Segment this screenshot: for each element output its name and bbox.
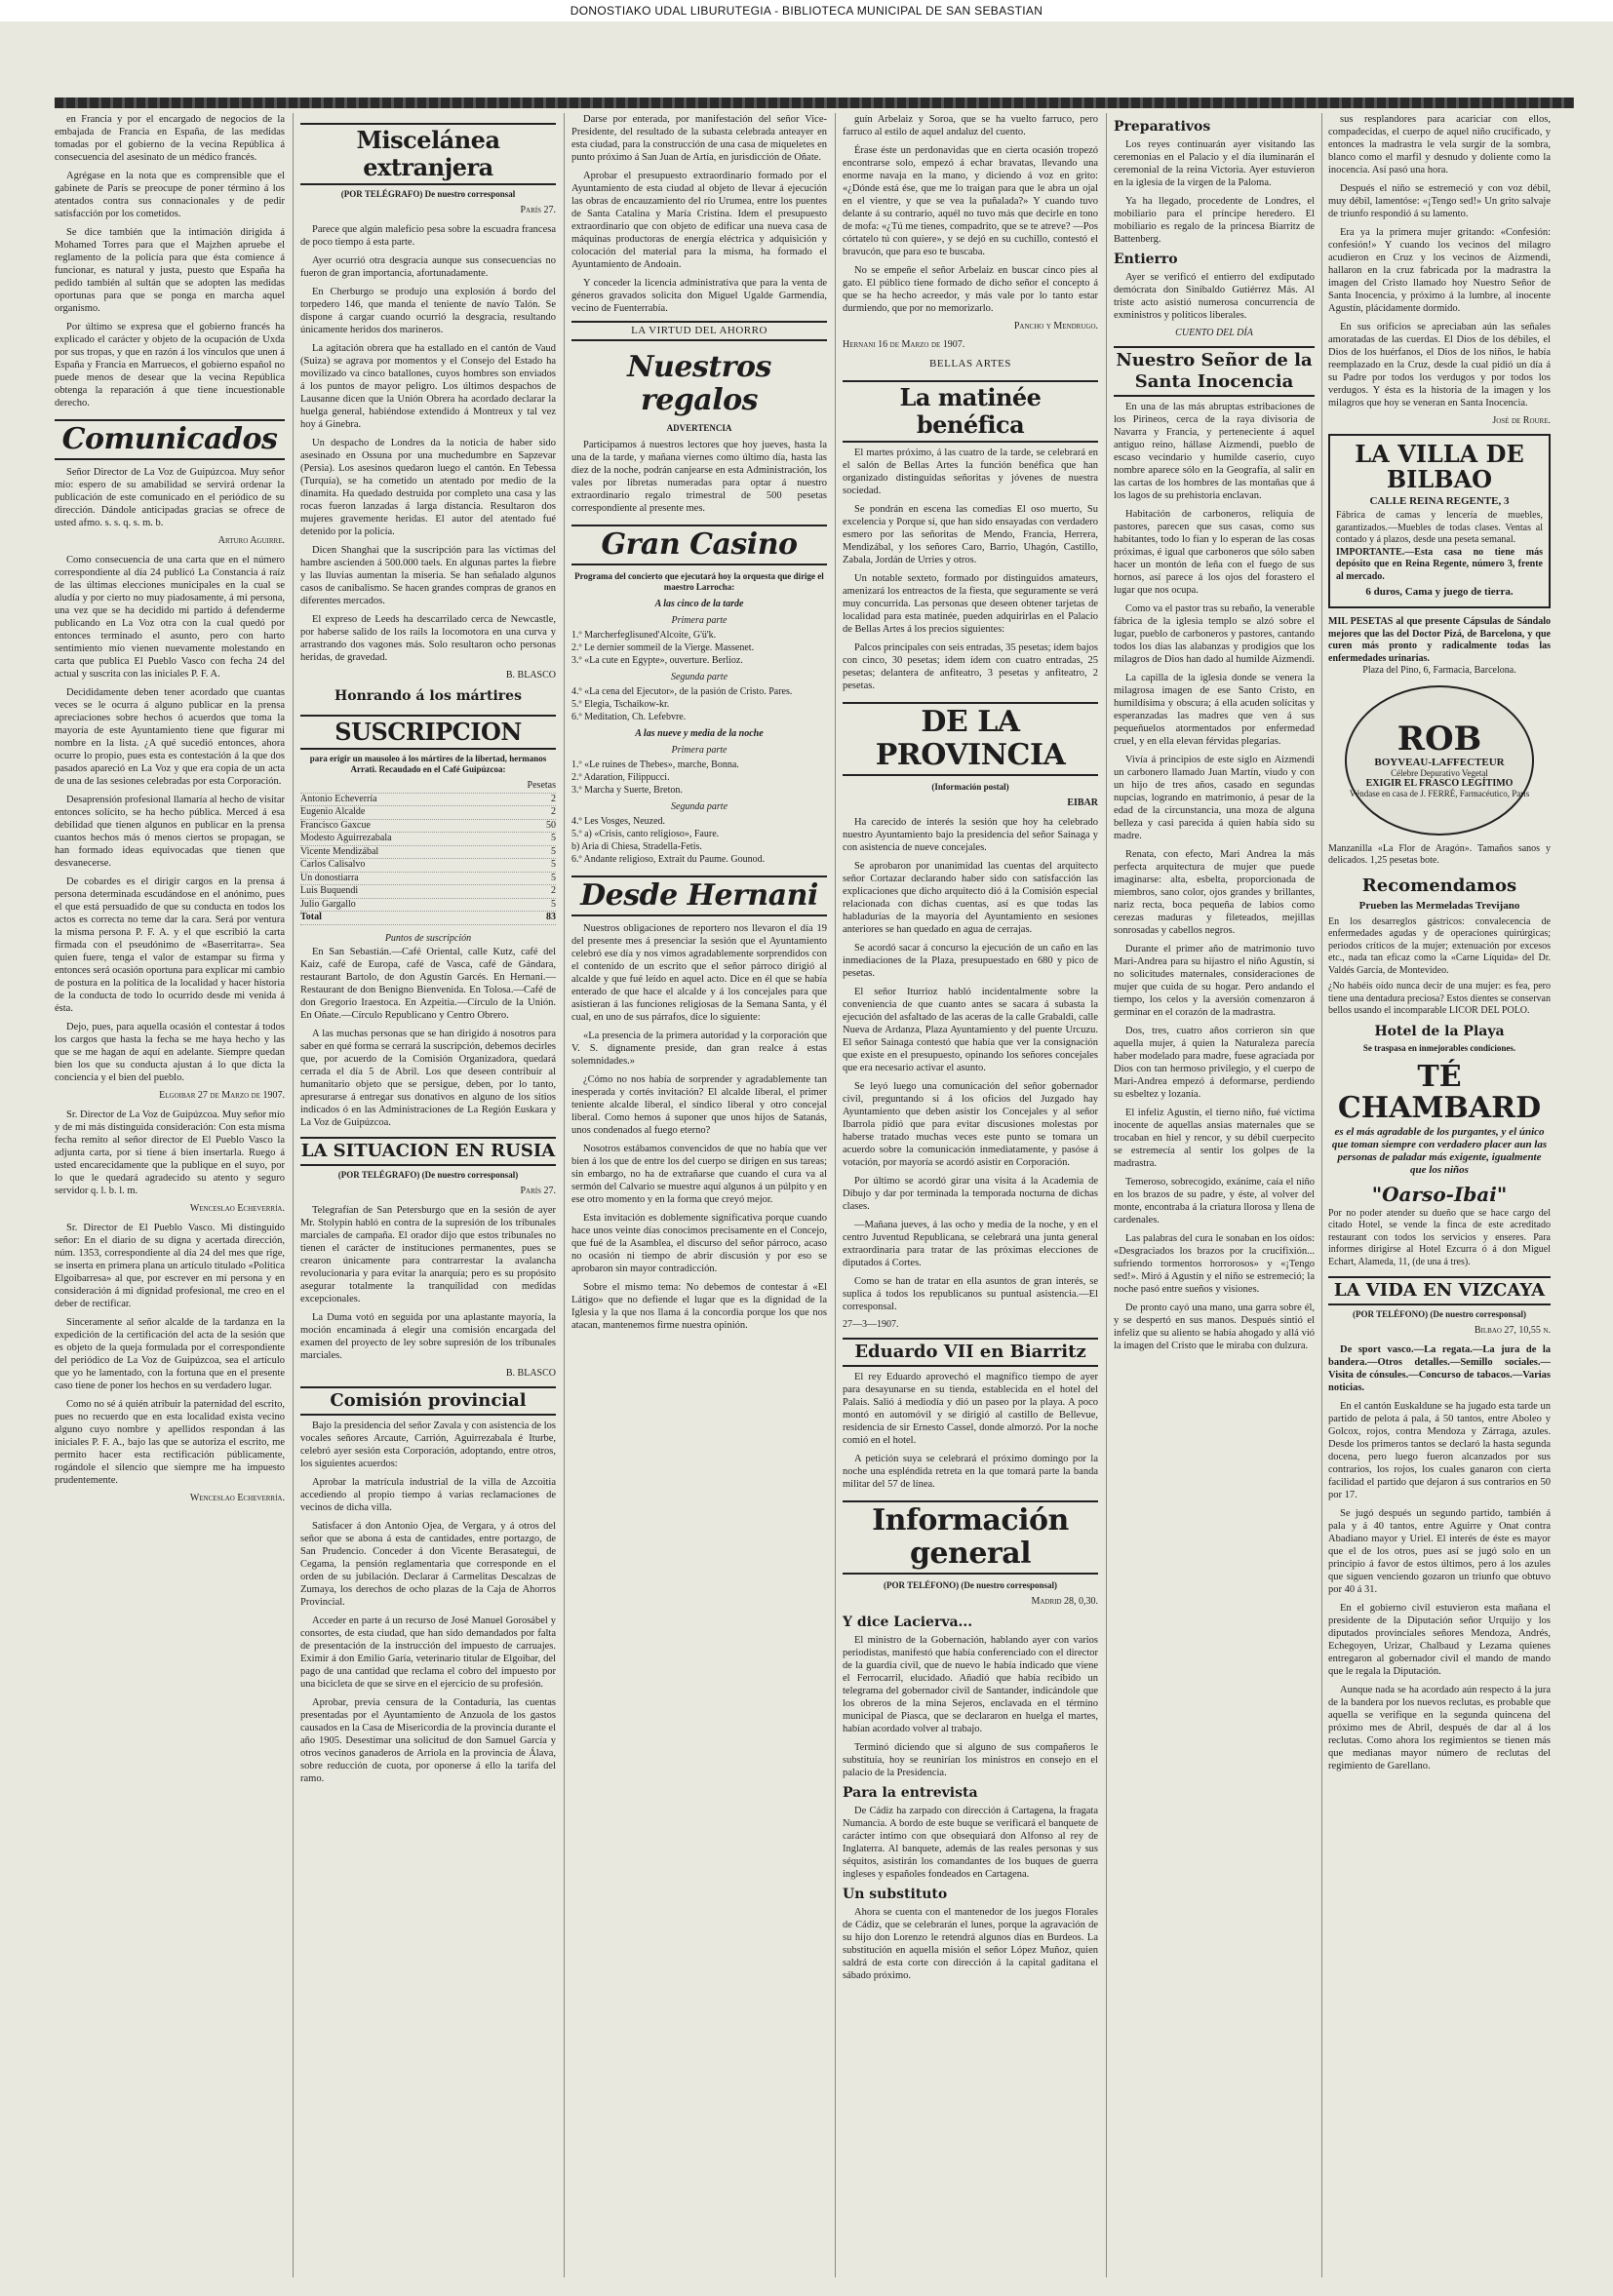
article-text: Después el niño se estremeció y con voz débil, muy débil, lamentóse: «¡Tengo sed!» Un grito salvaje de triunfo respondió á su lamento. [1328, 183, 1551, 219]
advert-title: LA VILLA DE BILBAO [1355, 440, 1524, 493]
donor-name: Luis Buquendi [300, 885, 359, 896]
section-heading-matinee: La matinée benéfica [843, 380, 1098, 443]
subsection-heading: Y dice Lacierva... [843, 1615, 973, 1630]
article-text: El infeliz Agustín, el tierno niño, fué víctima inocente de aquellas ansias maternales que se trocaban en hiel y rencor, y su débil cuerpecito se estremecía al sentir los golpes de la madrastra. [1114, 1108, 1315, 1169]
article-text: Como va el pastor tras su rebaño, la venerable fábrica de la iglesia templo se alzó sobre el lugar, pueblo de carboneros y pastores, cantando todos los días las alabanzas y prodigios que los milagros de Dios han dado al humilde Aizmendi. [1114, 603, 1315, 665]
table-row [300, 846, 556, 860]
column-3 [571, 113, 827, 2277]
subsection-heading: Para la entrevista [843, 1785, 978, 1801]
article-text: Darse por enterada, por manifestación del señor Vice-Presidente, del resultado de la subasta celebrada anteayer en esta ciudad, para la construcción de una casa de miqueletes en punto próximo á San Juan de Artía, en jurisdicción de Oñate. [571, 114, 827, 163]
table-row [300, 833, 556, 846]
article-text: Ya ha llegado, procedente de Londres, el mobiliario para el príncipe heredero. El mobiliario es regalo de la princesa Biarritz de Battenberg. [1114, 196, 1315, 245]
section-heading-cuento: Nuestro Señor de la Santa Inocencia [1114, 346, 1315, 397]
article-text: El expreso de Leeds ha descarrilado cerca de Newcastle, por haberse salido de los rails la locomotora en una curva y arrastrando dos vagones más. Solo resultaron ocho personas heridas, de gravedad. [300, 614, 556, 663]
article-text: Dicen Shanghai que la suscripción para las víctimas del hambre ascienden á 500.000 taels. En algunas partes la fiebre y las lluvias aumentan la miseria. Se han señalado algunos casos de canibalismo. Se hacen grandes compras de granos en diferentes mercados. [300, 545, 556, 606]
section-heading-rusia: LA SITUACION EN RUSIA [300, 1137, 556, 1166]
column-divider [293, 113, 294, 2277]
column-divider [1321, 113, 1322, 2277]
subsection-heading: Puntos de suscripción [384, 932, 472, 944]
letter-text: Decididamente deben tener acordado que cuantas veces se le ocurra á alguno publicar en la prensa apreciaciones sobre hechos ó acuerdos que toma la mayoría de este Ayuntamiento tiene que figurar mi nombre en la lista. ¿A qué sucedió entonces, ahora ocurre lo propio, pues esta es contestación á la que dos pasados apareció en La Voz y que era copia de un acta de una de las sesiones celebradas por esta Corporación. [55, 687, 285, 787]
subscription-table [300, 780, 556, 925]
advert-subtitle: CALLE REINA REGENTE, 3 [1369, 495, 1510, 507]
article-text: Érase éste un perdonavidas que en cierta ocasión tropezó encontrarse solo, empezó á echar bravatas, llevando una enorme navaja en la mano, y diciendo á voz en grito: «¿Dónde está ése, que me lo traigan para que le abra un ojal en el vientre, y que se vea la puñalada?» Y cuando tuvo delante á su contrario, aquél no tuvo más que decirle en tono de mofa: «¿Tú me tienes, compadrito, que se te atreve? —Pos córtatelo tú con quiere», y se dejó en su cuchillo, contestó el bravucón, que para eso te buscaba. [843, 145, 1098, 257]
article-text: Como se han de tratar en ella asuntos de gran interés, se suplica á todos los republicanos su puntual asistencia.—El corresponsal. [843, 1276, 1098, 1312]
article-text: Habitación de carboneros, reliquia de pastores, parecen que sus casas, como sus habitantes, todo lo fían y lo esperan de las cosas próximas, é igual que carboneros que sólo saben hacer un montón de leña con el fuego de sus hornos, así parece á los ojos del forastero el lugar que nos ocupa. [1114, 509, 1315, 596]
byline: (Información postal) [931, 782, 1009, 792]
advert-title: "Oarso-Ibai" [1371, 1182, 1508, 1206]
article-text: Ayer se verificó el entierro del exdiputado demócrata don Sinibaldo Gutiérrez Más. Al triste acto asistió numerosa concurrencia de exministros y políticos liberales. [1114, 272, 1315, 321]
donor-name: Un donostiarra [300, 872, 359, 883]
article-text: Bajo la presidencia del señor Zavala y con asistencia de los vocales señores Arcaute, Carrión, Aguirrezabala é Iturbe, celebró ayer sesión esta Corporación, adoptando, entre otros, los siguientes acuerdos: [300, 1420, 556, 1469]
advert-villa-bilbao [1328, 434, 1551, 608]
signature: Pancho y Mendrugo. [1013, 321, 1098, 331]
article-text: Era ya la primera mujer gritando: «Confesión: confesión!» Y cuando los vecinos del milagro acudieron en Cruz y los vecinos de Aizmendi, hallaron en la cruz fabricada por la madrastra la imagen del Cristo llamado hoy Nuestro Señor de Santa Inocencia, y próximo á la lumbre, al inocente Agustín, plácidamente dormido. [1328, 227, 1551, 314]
kicker: CUENTO DEL DÍA [1175, 328, 1253, 338]
donor-amount: 5 [551, 872, 556, 883]
program-item: 1.º «Le ruines de Thebes», marche, Bonna. [571, 759, 739, 770]
article-text: Aprobar, previa censura de la Contaduría, las cuentas presentadas por el Ayuntamiento de Anzuola de los gastos causados en la Casa de Misericordia de la provincia durante el año 1905. Desestimar una solicitud de don Samuel García y otros vecinos ganaderos de Arriola en la provincia de Álava, sobre reducción de cuota, por oponerse á ello la tarifa del ramo. [300, 1696, 556, 1784]
article-text: Agrégase en la nota que es comprensible que el gabinete de París se preocupe de poner término á los atentados contra sus connacionales y de pedir satisfacción por los cometidos. [55, 171, 285, 219]
article-text: «La presencia de la primera autoridad y la corporación que V. S. dignamente preside, dan gran realce á estas solemnidades.» [571, 1031, 827, 1067]
donor-amount: 2 [551, 885, 556, 896]
advert-text: MIL PESETAS al que presente Cápsulas de Sándalo mejores que las del Doctor Pizá, de Barcelona, y que curen más pronto y radicalmente todas las enfermedades urinarias. [1328, 616, 1551, 664]
donor-amount: 5 [551, 845, 556, 857]
program-item: 3.º Marcha y Suerte, Breton. [571, 785, 683, 796]
article-text: El rey Eduardo aprovechó el magnífico tiempo de ayer para desayunarse en su tienda, establecida en el hotel del Palais. Salió á mediodía y dió un paseo por la playa. A poco montó en automóvil y se dirigió al castillo de Bellevue, residencia de sir Ernesto Cassel, donde almorzó. Por la noche comió en el hotel. [843, 1372, 1098, 1446]
kicker: BELLAS ARTES [929, 358, 1011, 370]
dateline: Bilbao 27, 10,55 n. [1474, 1325, 1551, 1336]
article-text: De pronto cayó una mano, una garra sobre él, y se despertó en sus manos. Después sintió el infeliz que su aliento se había ahogado y allá vió la imagen del Cristo que le miraba con dulzura. [1114, 1303, 1315, 1351]
advert-text: Manzanilla «La Flor de Aragón». Tamaños sanos y delicados. 1,25 pesetas bote. [1328, 842, 1551, 866]
program-item: 2.º Le dernier sommeil de la Vierge. Massenet. [571, 642, 755, 653]
concert-program [571, 598, 827, 866]
article-text: sus resplandores para acariciar con ellos, compadecidas, el cuerpo de aquel niño crucificado, y entonces la madrastra le vela surgir de la sombra, blanco como el marfil y desnudo y doliente como la inocencia. Así pasó una hora. [1328, 114, 1551, 175]
rob-advert-logo [1345, 685, 1534, 836]
article-text: A petición suya se celebrará el próximo domingo por la noche una espléndida retreta en la que tomará parte la banda militar del 57 de línea. [843, 1454, 1098, 1490]
article-text: Un despacho de Londres da la noticia de haber sido asesinado en Ossuna por una muchedumbre en Sapzevar (Persia). Los asesinos quedaron luego el cantón. En Tebessa (Turquía), se ha cometido un atentado por medio de la dinamita. Ha quedado destruida por completo una casa y las rocas fueron lanzadas á larga distancia. Resultaron dos mujeres gravemente heridas. El autor del atentado fué detenido por la policía. [300, 438, 556, 537]
article-text: La Duma votó en seguida por una aplastante mayoría, la moción encaminada á elegir una comisión encargada del examen del proyecto de ley sobre supresión de los tribunales marciales. [300, 1311, 556, 1361]
advert-address: Plaza del Pino, 6, Farmacia, Barcelona. [1362, 665, 1516, 676]
donor-amount: 5 [551, 859, 556, 870]
article-text: El martes próximo, á las cuatro de la tarde, se celebrará en el salón de Bellas Artes la función benéfica que han organizado distinguidas señoritas y jóvenes de nuestra sociedad. [843, 448, 1098, 496]
program-item: 2.º Adaration, Filippucci. [571, 772, 670, 783]
signature: Wenceslao Echeverría. [189, 1493, 285, 1503]
advert-price: 6 duros, Cama y juego de tierra. [1365, 586, 1514, 598]
letter-text: Dejo, pues, para aquella ocasión el contestar á todos los cargos que hasta la fecha se me haya hecho y las que se me hagan de aquí en adelante. Siempre quedan bien los que su conducta ajustan á lo que dicta la conciencia y el bien del pueblo. [55, 1022, 285, 1083]
section-heading-regalos: Nuestros regalos [627, 350, 771, 417]
program-item: 1.º Marcherfeglisuned'Alcoite, G'ü'k. [571, 630, 717, 641]
article-text: Se aprobaron por unanimidad las cuentas del arquitecto señor Cortazar declarando haber sido con satisfacción las explicaciones que dicho arquitecto dió á la Comisión especial relacionada con dichas cuentas, así es que todas las habladurías de la mayoría del Ayuntamiento en sesiones anteriores se han quedado en agua de cerrajas. [843, 861, 1098, 935]
article-text: Palcos principales con seis entradas, 35 pesetas; idem bajos con cinco, 30 pesetas; idem ídem con cuatro entradas, 25 pesetas; delantera de anfiteatro, 3 pesetas y anfiteatro, 2 pesetas. [843, 642, 1098, 691]
article-text: Nosotros estábamos convencidos de que no había que ver bien á los que de entre los del cuerpo se dirigen en sus tareas; sin embargo, no ha de extrañarse que cuando el cura va al sermón del Calvario se muestre aquí algunos á un púlpito y en ese otro momento y en la forma que creyó mejor. [571, 1144, 827, 1205]
letter-text: Sinceramente al señor alcalde de la tardanza en la expedición de la certificación del acta de la sesión que es objeto de la queja formulada por el correspondiente del periódico de La Voz de Guipúzcoa, sea el artículo que yo he lamentado, con la fortuna que en el presente caso tiene de poner los hechos en su verdadero lugar. [55, 1317, 285, 1391]
donor-amount: 5 [551, 898, 556, 910]
advert-title: Recomendamos [1361, 875, 1517, 896]
advert-subtitle: Se traspasa en inmejorables condiciones. [1362, 1042, 1516, 1053]
article-text: La capilla de la iglesia donde se venera la milagrosa imagen de ese Santo Cristo, en humildísima y obscura; á ella acuden solícitas y esperanzadas las madres que ven á sus pequeñuelos atormentados por enfermedad cruel, y en ella elevan férvidas plegarias. [1114, 673, 1315, 747]
program-part: Primera parte [671, 745, 728, 756]
byline: (POR TELÉGRAFO) (De nuestro corresponsal) [337, 1169, 519, 1180]
letter-text: Sr. Director de El Pueblo Vasco. Mi distinguido señor: En el diario de su digna y acertada dirección, núm. 1353, correspondiente al día 24 del mes que rige, se inserta en primera plana un artículo titulado «Política Elgoibarresa» al que, por escrever en mí persona y en consideración á mi dignidad profesional, me creo en el deber de rectificar. [55, 1223, 285, 1309]
program-item: b) Aria di Chiesa, Stradella-Fetis. [571, 841, 702, 852]
section-heading-eduardo: Eduardo VII en Biarritz [843, 1338, 1098, 1367]
advert-title: TÉ CHAMBARD [1337, 1059, 1542, 1125]
table-row [300, 794, 556, 807]
advert-subtitle: BOYVEAU-LAFFECTEUR [1374, 757, 1505, 768]
article-text: En sus orificios se apreciaban aún las señales amoratadas de las cuerdas. El Dios de los débiles, el Dios de los huérfanos, el Dios de los niños, le había reemplazado en la Cruz, desde la cual pidió un día á su Padre por todos los verdugos y por todos los verdugos. Y ésta es la historia de la imagen y los milagros que hoy se veneran en Santa Inocencia. [1328, 322, 1551, 409]
article-text: Vivía á principios de este siglo en Aizmendi un carbonero llamado Juan Martín, viudo y con un hijo de tres años, casado en segundas nupcias, logrando en matrimonio, á pesar de la edad de la circunstancia, una moza de alguna belleza y casi parecida á quien había sido su madre. [1114, 755, 1315, 841]
article-text: Se jugó después un segundo partido, también á pala y á 40 tantos, entre Aguirre y Onat contra Abadiano mayor y Uriel. El interés de éste es mayor que el de los otros, pues así se jugó solo en un principio á favor de estos últimos, pero á los azules que siguen venciendo gozaron un triunfo que obtuvo por 40 á 31. [1328, 1508, 1551, 1595]
signature: Wenceslao Echeverría. [189, 1203, 285, 1214]
program-intro: Programa del concierto que ejecutará hoy la orquesta que dirige el maestro Larrocha: [574, 571, 824, 592]
program-part: Segunda parte [670, 801, 728, 812]
article-text: Esta invitación es doblemente significativa porque cuando hace unos veinte días conocimos precisamente en el Concejo, que fué de la Asamblea, el discurso del señor párroco, acaso no ocasión ni tiempo de abrir discusión y por eso se aprobaron sin mayor contradicción. [571, 1213, 827, 1274]
article-text: Renata, con efecto, Mari Andrea la más perfecta arquitectura de mujer que puede imaginarse: alta, esbelta, proporcionada de miembros, sano color, ojos grandes y brillantes, nariz recta, boca pequeña de labios como cerezas maduras y fileteados, mejillas sonrosadas y cabellos negros. [1114, 849, 1315, 936]
article-text: Aunque nada se ha acordado aún respecto á la jura de la bandera por los nuevos reclutas, es probable que aquella se verifique en la segunda quincena del próximo mes de Abril, después de dar al á los reclutas. Como ahora los regimientos se tienen más que medianas mayor número de reclutas del regimiento de Garellano. [1328, 1685, 1551, 1771]
advert-text: Célebre Depurativo Vegetal [1391, 768, 1488, 778]
letter-text: Señor Director de La Voz de Guipúzcoa. Muy señor mío: espero de su amabilidad se servirá ordenar la publicación de este comunicado en el periódico de su dirección. Dándole anticipadas gracias se ofrece de usted afmo. s. s. q. s. m. b. [55, 467, 285, 528]
advert-text: Fábrica de camas y lencería de muebles, garantizados.—Muebles de todas clases. Ventas al contado y á plazos, desde una peseta semanal. [1336, 510, 1543, 545]
article-text: Las palabras del cura le sonaban en los oídos: «Desgraciados los brazos por la crucifixión... sufriendo tormentos horrorosos» y «¡Tengo sed!». Miró á Agustín y el niño se estremeció; la noche pasó entre sueños y visiones. [1114, 1233, 1315, 1295]
article-text: Durante el primer año de matrimonio tuvo Mari-Andrea para su hijastro el niño Agustín, si no solicitudes maternales, consideraciones de mujer que cuida de su hogar. Pero andando el tiempo, los celos y la aversión comenzaron á germinar en el corazón de la madrastra. [1114, 944, 1315, 1018]
advert-text: Véndase en casa de J. FERRÉ, Farmacéutico, París [1349, 789, 1530, 798]
column-header-pesetas: Pesetas [527, 780, 556, 791]
program-time: A las cinco de la tarde [654, 599, 744, 609]
advert-claim: EXIGIR EL FRASCO LEGÍTIMO [1365, 778, 1514, 789]
program-part: Segunda parte [670, 672, 728, 682]
table-row [300, 806, 556, 820]
article-text: Terminó diciendo que si alguno de sus compañeros le substituía, hoy se reunirían los ministros en consejo en el palacio de la Presidencia. [843, 1742, 1098, 1778]
article-text: Ayer ocurrió otra desgracia aunque sus consecuencias no fueron de gran importancia, afortunadamente. [300, 255, 556, 279]
column-divider [564, 113, 565, 2277]
column-1 [55, 113, 285, 2277]
section-heading-miscelanea: Miscelánea extranjera [300, 123, 556, 185]
article-text: El ministro de la Gobernación, hablando ayer con varios periodistas, manifestó que había conferenciado con el director de la guardia civil, que de nuevo le había indicado que viene el Ferrocarril, elucidado. Añadió que había recibido un telegrama del gobernador civil de Santander, indicándole que los obreros de la mina Sejeros, enclavada en el término municipal de Piasca, que se declararon en huelga el martes, habían acordado volver al trabajo. [843, 1635, 1098, 1734]
total-label: Total [300, 912, 322, 922]
program-item: 3.º «La cute en Egypte», ouverture. Berlioz. [571, 655, 743, 666]
subsection-heading: Preparativos [1114, 119, 1211, 135]
article-text: El señor Iturrioz habló incidentalmente sobre la conveniencia de que cuanto antes se sacara á subasta la ejecución del asfaltado de las aceras de la calle Grabaldi, calle Nueva de Ardanza, Plaza Ayuntamiento y del puente Urcuzu. El señor Sainaga contestó que había que ver la consignación que existe en el presupuesto, opinando los señores concejales que era necesario activar el asunto. [843, 987, 1098, 1073]
table-header [300, 780, 556, 794]
column-4 [843, 113, 1098, 2277]
letter-text: Desaprensión profesional llamaría al hecho de visitar entonces solícito, se ha hecho pública. Merced á esa debilidad que tienen algunos en publicar en la prensa cuantos hechos más ó menos ciertos se propagan, se han formado ideas equivocadas que tienen que desvanecerse. [55, 795, 285, 869]
column-divider [1106, 113, 1107, 2277]
advert-title: ROB [1397, 720, 1482, 759]
kicker: LA VIRTUD DEL AHORRO [571, 321, 827, 341]
subsection-heading: Entierro [1114, 252, 1178, 267]
donor-name: Francisco Gaxcue [300, 819, 371, 831]
program-item: 5.º Elegia, Tschaikow-kr. [571, 699, 670, 710]
byline: (POR TELÉFONO) (De nuestro corresponsal) [1353, 1309, 1526, 1319]
column-5 [1114, 113, 1315, 2277]
dateline: 27—3—1907. [843, 1319, 899, 1330]
article-text: —Mañana jueves, á las ocho y media de la noche, y en el centro Juventud Republicana, se celebrará una junta general extraordinaria para tratar de las próximas elecciones de diputados á Cortes. [843, 1220, 1098, 1268]
signature: B. BLASCO [505, 1367, 556, 1379]
program-item: 4.º «La cena del Ejecutor», de la pasión de Cristo. Pares. [571, 686, 793, 697]
article-text: Un notable sexteto, formado por distinguidos amateurs, amenizará los entreactos de la fiesta, que seguramente se verá muy concurrida. Las personas que deseen obtener tarjetas de localidad para esta matinée, pueden adquirirlas en el Palacio de Bellas Artes á los precios siguientes: [843, 573, 1098, 635]
advert-text: En los desarreglos gástricos: convalecencia de enfermedades agudas y de operaciones quirúrgicas; periodos críticos de la mujer; extenuación por excesos etc., nada tan eficaz como la «Carne Líquida» del Dr. Valdés García, de Montevideo. [1328, 915, 1551, 976]
article-text: En San Sebastián.—Café Oriental, calle Kutz, café del Kaiz, café de Europa, café de Vasca, café de Gándara, restaurant Bartolo, de don Agustín Garcés. En Hernani.—Restaurant de don Benigno Bienvenida. En Tolosa.—Café de don Gregorio Iraestoca. En Azpeitia.—Círculo de la Unión. En Oñate.—Círculo Republicano y Centro Obrero. [300, 946, 556, 1021]
article-text: Y conceder la licencia administrativa que para la venta de géneros gravados solicita don Miguel Ugalde Garmendia, vecino de Fuenterrabía. [571, 278, 827, 314]
article-text: Telegrafían de San Petersburgo que en la sesión de ayer Mr. Stolypin habló en contra de la supresión de los tribunales marciales de campaña. El orador dijo que estos tribunales no tienen el carácter de instituciones permanentes, pues se crearon únicamente para contrarrestar la avalancha revolucionaria y para evitar la anarquía; pero es su propósito asegurar totalmente la tranquilidad con medidas excepcionales. [300, 1204, 556, 1304]
donor-name: Eugenio Alcalde [300, 806, 366, 817]
article-text: Satisfacer á don Antonio Ojea, de Vergara, y á otros del señor que se abona á esta de cantidades, entre portazgo, de San Prudencio. Conceder á don Vicente Berasategui, de Cegama, la pensión reglamentaria que corresponde en el orden de su jubilación. Declarar á Carmelitas Descalzas de Zumaya, los derechos de ocho plazas de la Caja de Ahorros Provincial. [300, 1520, 556, 1608]
article-text: Por último se expresa que el gobierno francés ha explicado el carácter y objeto de la ocupación de Uxda por sus tropas, y que en razón á los vínculos que unen á España y Francia en Marruecos, el gobierno español no puede menos de desear que la vecina República obtenga la reparación á que tiene incuestionable derecho. [55, 322, 285, 409]
article-text: A las muchas personas que se han dirigido á nosotros para saber en qué forma se cerrará la suscripción, debemos decirles que, por acuerdo de la Comisión Organizadora, quedará cerrada el día 5 de Abril. Los que deseen contribuir al humanitario objeto que se persigue, deben, por lo tanto, apresurarse á entregar sus donativos en alguno de los sitios indicados ó en las Administraciones de La Región Euskara y La Voz de Guipúzcoa. [300, 1028, 556, 1128]
article-text: Los reyes continuarán ayer visitando las ceremonias en el Palacio y el día iluminarán el ceremonial de la reina Victoria. Ayer estuvieron en la iglesia de la virgen de la Paloma. [1114, 139, 1315, 188]
program-item: 6.º Andante religioso, Extrait du Paume. Gounod. [571, 854, 766, 865]
total-amount: 83 [546, 912, 556, 922]
article-text: Dos, tres, cuatro años corrieron sin que aquella mujer, á quien la Naturaleza parecía haber modelado para madre, fuese agraciada por Dios con tan hermoso privilegio, y el cuerpo de Mari-Andrea empezó á deformarse, perdiendo su esbeltez y lozanía. [1114, 1026, 1315, 1100]
section-heading-vizcaya: LA VIDA EN VIZCAYA [1328, 1276, 1551, 1305]
section-heading-informacion: Información general [843, 1500, 1098, 1575]
section-heading-comision: Comisión provincial [300, 1386, 556, 1416]
article-text: Se dice también que la intimación dirigida á Mohamed Torres para que el Majzhen apruebe el reglamento de la policía para que ésta comience á funcionar, es natural y justa, puesto que España ha pedido también al sultán que se adopten las medidas oportunas para que se ponga en marcha aquel organismo. [55, 227, 285, 314]
article-text: La agitación obrera que ha estallado en el cantón de Vaud (Suiza) se agrava por momentos y el Consejo del Estado ha movilizado va cinco batallones, cuyos hombres son enviados á los puntos de mayor peligro. Los últimos despachos de Lausanne dicen que la Unión Obrera ha acordado declarar la huelga general, habiéndose extendido á Montreux y tal vez hoy á Ginebra. [300, 343, 556, 430]
article-text: Sobre el mismo tema: No debemos de contestar á «El Látigo» que no defiende el lugar que es la dignidad de la Iglesia y la que nos llama á la concordia porque los que nos atacan, mantenemos firme nuestra opinión. [571, 1282, 827, 1331]
signature: B. BLASCO [505, 670, 556, 681]
advert-text: IMPORTANTE.—Esta casa no tiene más depósito que en Reina Regente, número 3, frente al mercado. [1336, 546, 1543, 582]
donor-amount: 2 [551, 806, 556, 817]
byline: (POR TELÉGRAFO) De nuestro corresponsal [340, 189, 516, 199]
article-text: Temeroso, sobrecogido, exánime, caía el niño en los brazos de su padre, y éste, al volver del monte, encontraba á la criatura llorosa y llena de cardenales. [1114, 1177, 1315, 1226]
article-text: Nuestros obligaciones de reportero nos llevaron el día 19 del presente mes á presenciar la sesión que el Ayuntamiento celebró ese día y nos vimos agradablemente sorprendidos con el contenido de un escrito que el señor párroco dirigió al alcalde y que fué leído en aquel acto. Dice en él que se había enterado de que hace el alcalde y á los concejales para que asistieran á las funciones religiosas de la Semana Santa, y él cual, en uno de sus párrafos, dice lo siguiente: [571, 923, 827, 1023]
letter-text: Como no sé á quién atribuir la paternidad del escrito, pues no recuerdo que en esta localidad exista vecino alguno cuyo nombre y apellidos respondan á las iniciales P. F. A., bajo las que se autoriza el escrito, me permito hacer esta rectificación públicamente, rogándole el silencio que siempre me ha impuesto prudentemente. [55, 1399, 285, 1486]
article-text: De Cádiz ha zarpado con dirección á Cartagena, la fragata Numancia. A bordo de este buque se verificará el banquete de carácter intimo con que obsequiará don Alfonso al rey de Inglaterra. Al banquete, además de las reales personas y sus séquitos, asistirán los comandantes de los buques de guerra ingleses y españoles fondeados en Cartagena. [843, 1806, 1098, 1880]
section-heading-casino: Gran Casino [571, 525, 827, 565]
dateline: París 27. [520, 205, 556, 215]
donor-name: Carlos Calisalvo [300, 859, 366, 870]
article-text: No se empeñe el señor Arbelaiz en buscar cinco pies al gato. El público tiene formado de dicho señor el concepto á que se ha hecho acreedor, y más vale por lo tanto estar durmiendo, que por no memorizarlo. [843, 265, 1098, 314]
article-text: Parece que algún maleficio pesa sobre la escuadra francesa de poco tiempo á esta parte. [300, 224, 556, 248]
donor-name: Vicente Mendizábal [300, 845, 379, 857]
article-text: Por último se acordó girar una visita á la Academia de Dibujo y dar por terminada la temporada nocturna de dichas clases. [843, 1176, 1098, 1212]
advert-slogan: es el más agradable de los purgantes, y el único que toman siempre con verdadero placer aun las personas de paladar más exigente, igualmente que los niños [1331, 1125, 1548, 1176]
article-text: Ahora se cuenta con el mantenedor de los juegos Florales de Cádiz, que se celebrarán el lunes, porque la agravación de su hijo don Lorenzo le retendrá algunos días en Burdeos. La substitución en aquella misión el señor López Muñoz, quien saldrá de esta corte con dirección á la capital gaditana el sábado próximo. [843, 1907, 1098, 1981]
table-row [300, 873, 556, 886]
article-text: En el gobierno civil estuvieron esta mañana el presidente de la Diputación señor Urquijo y los diputados provinciales señores Mendoza, Andrés, Echegoyen, Urizar, Chalbaud y Lezama quienes entregaron al gobernador civil el mando de mando que le regala la Diputación. [1328, 1603, 1551, 1677]
section-heading-provincia: DE LA PROVINCIA [843, 702, 1098, 776]
table-row [300, 899, 556, 913]
donor-name: Julio Gargallo [300, 898, 356, 910]
signature: Arturo Aguirre. [217, 535, 285, 546]
byline: (POR TELÉFONO) (De nuestro corresponsal) [884, 1580, 1057, 1590]
advert-subtitle: Prueben las Mermeladas Trevijano [1358, 899, 1520, 912]
letter-text: Sr. Director de La Voz de Guipúzcoa. Muy señor mío y de mi más distinguida consideración: Con esta misma fecha remito al señor director de El Pueblo Vasco la adjunta carta, por si tiene á bien insertarla. Ruego á usted encarecidamente que la publique en el suyo, por lo que le quedará agradecido su atento y seguro servidor q. l. b. l. m. [55, 1109, 285, 1196]
table-row [300, 859, 556, 873]
subheading: ADVERTENCIA [666, 423, 732, 433]
donor-amount: 50 [546, 819, 556, 831]
article-text: En Cherburgo se produjo una explosión á bordo del torpedero 146, que manda el teniente de navío Talón. Se dispone á cargar cuando ocurrió la desgracia, resultando únicamente heridos dos marineros. [300, 287, 556, 335]
article-text: Se leyó luego una comunicación del señor gobernador civil, preguntando si á los oficios del Juzgado hay Ayuntamiento que deben asistir los Concejales y al señor Ibarrola pidió que para evitar discusiones molestas por haberse tratado muchas veces este punto se tomara un acuerdo sobre la comunicación inmediatamente, y pasóse á votación, por mayoría se acordó asistir en Corporación. [843, 1081, 1098, 1168]
donor-amount: 2 [551, 793, 556, 804]
article-text: En el cantón Euskaldune se ha jugado esta tarde un partido de pelota á pala, á 50 tantos, entre Aboleo y Golcox, rojos, contra Mendoza y Zárraga, azules. Desde los primeros tantos se declaró la hasta segunda docena, pero luego fueron alcanzados por sus contrarios, los rojos, los cuales ganaron con cierta facilidad el partido que dejaron á sus contrarios en 50 por 17. [1328, 1401, 1551, 1500]
letter-text: De cobardes es el dirigir cargos en la prensa á persona determinada escudándose en el anónimo, pues el que está persuadido de que su conducta en todos los actos es correcta no teme dar la cara. Será por ventura la misma persona P. F. A. y el que escribió la carta firmada con el pseudónimo de «Baserritarra». Sea quien fuere, tenga el valor de estampar su firma y entonces será ocasión oportuna para explicar mi cambio de postura en la política de la localidad y hacer historia de la conducta de todo lo ocurrido desde mi venida á ésta. [55, 876, 285, 1014]
section-heading-suscripcion: SUSCRIPCION [300, 715, 556, 750]
advert-text: ¿No habéis oído nunca decir de una mujer: es fea, pero tiene una dentadura preciosa? Estos dientes se conservan bellos usando el incomparable LICOR DEL POLO. [1328, 981, 1551, 1016]
article-text: en Francia y por el encargado de negocios de la embajada de Francia en España, de las medidas tomadas por el gobierno de la vecina República á consecuencia del asesinato de un médico francés. [55, 114, 285, 163]
donor-name: Modesto Aguirrezabala [300, 833, 392, 843]
table-total [300, 912, 556, 925]
donor-name: Antonio Echeverría [300, 793, 377, 804]
top-rule [55, 97, 1574, 108]
article-text: Se pondrán en escena las comedias El oso muerto, Su excelencia y Porque sí, que han sido ensayadas con verdadero esmero por las señoritas de Mendo, Francia, Herrera, Mendizábal, y los señores Caro, Barrio, Uhagón, Castillo, Zabala, Jordán de Urries y otros. [843, 504, 1098, 565]
letter-text: Como consecuencia de una carta que en el número correspondiente al día 24 publicó La Constancia á raíz de las últimas elecciones municipales en la cual se aludía y por cierto no muy piadosamente, á mi persona, una vez que se ha decidido mi partido á defenderme publicando en La Voz otra con la cual quedó por entonces terminado el asunto, pero con harto sentimiento mío vienen nuevamente molestando en carta que publica El Pueblo Vasco con fecha 24 del actual y suscrita con las iniciales P. F. A. [55, 555, 285, 680]
program-item: 6.º Meditation, Ch. Lefebvre. [571, 712, 687, 722]
dateline: París 27. [520, 1185, 556, 1196]
column-2 [300, 113, 556, 2277]
program-item: 5.º a) «Crisis, canto religioso», Faure. [571, 829, 720, 839]
signature: José de Roure. [1492, 415, 1551, 426]
donor-amount: 5 [551, 833, 556, 843]
dateline: Madrid 28, 0,30. [1031, 1596, 1098, 1607]
section-heading-hernani: Desde Hernani [571, 876, 827, 916]
program-time: A las nueve y media de la noche [635, 728, 764, 739]
article-text: Se acordó sacar á concurso la ejecución de un caño en las inmediaciones de la Plaza, presupuestado en 680 y pico de pesetas. [843, 943, 1098, 979]
column-divider [835, 113, 836, 2277]
advert-text: Por no poder atender su dueño que se hace cargo del citado Hotel, se vende la finca de este acreditado restaurant con todos los servicios y enseres. Para informes dirigirse al Hotel Ezcurra ó á don Miguel Echart, Alameda, 11, (de una á tres). [1328, 1207, 1551, 1267]
dateline: Hernani 16 de Marzo de 1907. [843, 339, 965, 350]
article-summary: De sport vasco.—La regata.—La jura de la bandera.—Otros detalles.—Semillo sociales.—Visita de cónsules.—Concurso de tabacos.—Varias noticias. [1328, 1344, 1551, 1393]
advert-title: Hotel de la Playa [1374, 1023, 1505, 1039]
dateline: Elgoibar 27 de Marzo de 1907. [159, 1090, 285, 1101]
article-text: Aprobar el presupuesto extraordinario formado por el Ayuntamiento de esta ciudad al objeto de llevar á ejecución las obras de encauzamiento del río Urumea, entre los puentes de Santa Catalina y María Cristina. Idem el presupuesto extraordinario que con objeto de edificar una nueva casa de máquinas productoras de energía eléctrica y adquisición y colocación del material para la misma, ha formado el Ayuntamiento de Andoain. [571, 171, 827, 270]
article-text: Participamos á nuestros lectores que hoy jueves, hasta la una de la tarde, y mañana viernes como último día, hasta las diez de la noche, podrán canjearse en esta Administración, los vales por libretas numeradas para optar á nuestro extraordinario regalo trimestral de 500 pesetas correspondiente al presente mes. [571, 440, 827, 514]
program-item: 4.º Les Vosges, Neuzed. [571, 816, 666, 827]
subscription-note: para erigir un mausoleo á los mártires de la libertad, hermanos Arrati. Recaudado en el Café Guipúzcoa: [309, 754, 547, 774]
article-text: En una de las más abruptas estribaciones de los Pirineos, cerca de la raya divisoria de Navarra y Francia, y perteneciente á aquel antiguo reino, hállase Aizmendi, pueblo de escaso vecindario y humilde caserío, cuyo nombre aparece sólo en la Geografía, al salir en las cartas de los hombres de las montañas que á los lagos de su prehistoria enclavan. [1114, 402, 1315, 501]
column-6 [1328, 113, 1551, 2277]
section-heading-comunicados: Comunicados [55, 419, 285, 460]
article-text: Acceder en parte á un recurso de José Manuel Gorosábel y consortes, de esta ciudad, que han sido demandados por falta de presentación de la instrucción del impuesto de carruajes. Eximir á don Emilio Garía, veterinario titular de Elgoibar, del pago de una cantidad que reclama el cobro del impuesto por una bicicleta de que se sirve en el ejercicio de su profesión. [300, 1615, 556, 1690]
article-text: Ha carecido de interés la sesión que hoy ha celebrado nuestro Ayuntamiento bajo la presidencia del señor Sainaga y con asistencia de nueve concejales. [843, 817, 1098, 853]
program-part: Primera parte [671, 615, 728, 626]
article-text: guín Arbelaiz y Soroa, que se ha vuelto farruco, pero farruco al estilo de aquel andaluz del cuento. [843, 114, 1098, 137]
table-row [300, 820, 556, 834]
article-text: ¿Cómo no nos había de sorprender y agradablemente tan inesperada y cortés invitación? El alcalde liberal, el primer teniente alcalde liberal, el síndico liberal y otro concejal liberal. Como hemos á suponer que unos hijos de Satanás, unos condenados al fuego eterno? [571, 1074, 827, 1136]
table-row [300, 885, 556, 899]
archive-header: DONOSTIAKO UDAL LIBURUTEGIA - BIBLIOTECA MUNICIPAL DE SAN SEBASTIAN [0, 0, 1613, 21]
section-heading-martires: Honrando á los mártires [334, 688, 522, 704]
subsection-heading: Un substituto [843, 1887, 948, 1902]
article-text: Aprobar la matrícula industrial de la villa de Azcoitia accediendo al propio tiempo á varias reclamaciones de vecinos de dicha villa. [300, 1476, 556, 1513]
place-label: EIBAR [1067, 798, 1098, 808]
